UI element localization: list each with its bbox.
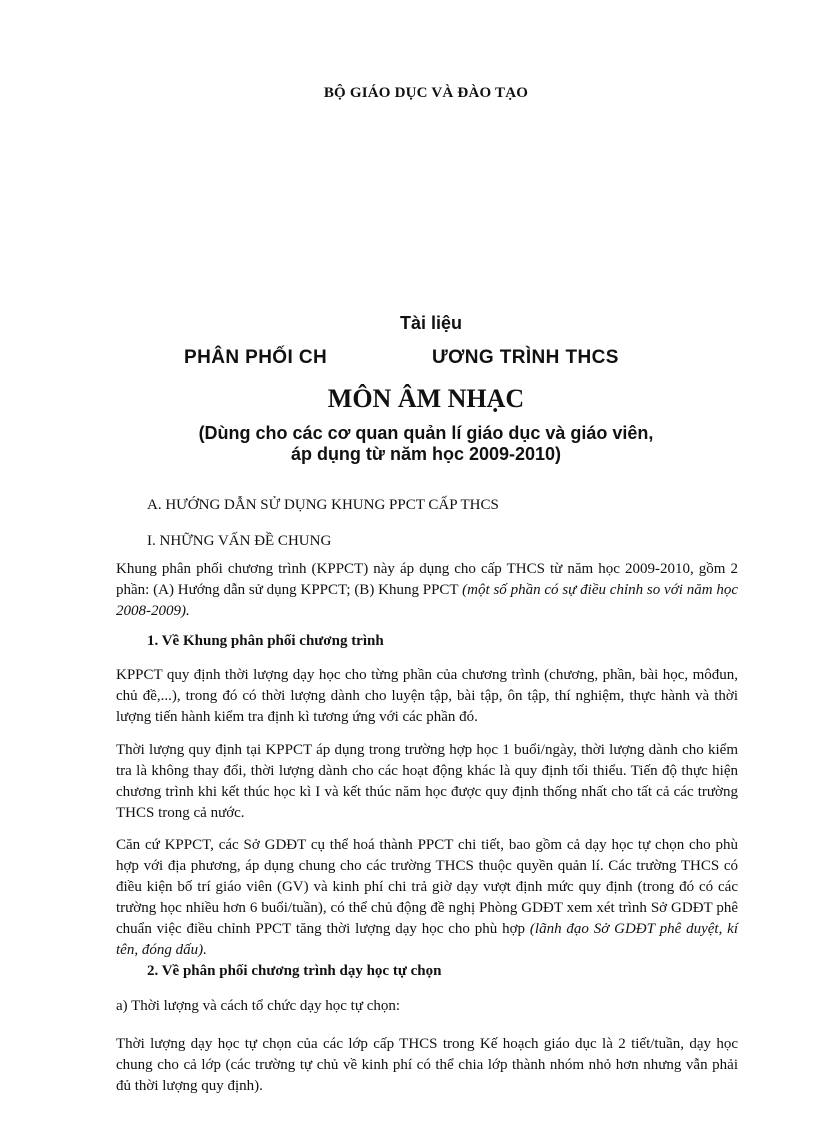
section-2-subheading-a: a) Thời lượng và cách tổ chức dạy học tự chọn:	[116, 998, 401, 1014]
document-label: Tài liệu	[399, 313, 462, 333]
subject-title: MÔN ÂM NHẠC	[327, 384, 525, 413]
usage-note	[0, 423, 816, 465]
section-i-intro-text: Khung phân phối chương trình (KPPCT) này áp dụng cho cấp THCS từ năm học 2009-2010, gồm 2 phần: (A) Hướng dẫn sử dụng KPPCT; (B) Khung PPCT	[116, 561, 738, 598]
section-1-paragraph-3	[116, 835, 738, 961]
usage-note-line1: (Dùng cho các cơ quan quản lí giáo dục và giáo viên,	[198, 423, 654, 443]
section-1-heading: 1. Về Khung phân phối chương trình	[147, 633, 384, 649]
section-1-paragraph-2: Thời lượng quy định tại KPPCT áp dụng trong trường hợp học 1 buổi/ngày, thời lượng dành cho kiểm tra là không thay đổi, thời lượng dành cho các hoạt động khác là quy định tối thiểu. Tiến độ thực hiện chương trình khi kết thúc học kì I và kết thúc năm học được quy định thống nhất cho tất cả các trường THCS trong cả nước.	[116, 742, 738, 821]
ministry-header: BỘ GIÁO DỤC VÀ ĐÀO TẠO	[323, 85, 529, 101]
program-title	[184, 347, 704, 369]
program-title-part1: PHÂN PHỐI CH	[184, 347, 328, 368]
section-2-paragraph-1: Thời lượng dạy học tự chọn của các lớp cấp THCS trong Kế hoạch giáo dục là 2 tiết/tuần, dạy học chung cho cả lớp (các trường tự chủ về kinh phí có thể chia lớp thành nhóm nhỏ hơn nhưng vẫn phải đủ thời lượng quy định).	[116, 1036, 738, 1094]
program-title-part2: ƯƠNG TRÌNH THCS	[432, 347, 619, 368]
section-1-paragraph-1: KPPCT quy định thời lượng dạy học cho từng phần của chương trình (chương, phần, bài học, môđun, chủ đề,...), trong đó có thời lượng dành cho luyện tập, bài tập, ôn tập, thí nghiệm, thực hành và thời lượng tiến hành kiểm tra định kì tương ứng với các phần đó.	[116, 667, 738, 725]
section-i-heading: I. NHỮNG VẤN ĐỀ CHUNG	[147, 533, 332, 549]
section-1-paragraph-3-italic: (lãnh đạo Sở GDĐT phê duyệt, kí tên, đóng dấu).	[116, 921, 739, 958]
section-2-heading: 2. Về phân phối chương trình dạy học tự chọn	[147, 963, 442, 979]
section-a-heading: A. HƯỚNG DẪN SỬ DỤNG KHUNG PPCT CẤP THCS	[147, 497, 499, 513]
section-i-intro	[116, 559, 738, 622]
usage-note-line2: áp dụng từ năm học 2009-2010)	[290, 444, 562, 464]
section-1-paragraph-3-text: Căn cứ KPPCT, các Sở GDĐT cụ thể hoá thành PPCT chi tiết, bao gồm cả dạy học tự chọn cho phù hợp với địa phương, áp dụng chung cho các trường THCS thuộc quyền quản lí. Các trường THCS có điều kiện bố trí giáo viên (GV) và kinh phí chi trả giờ dạy vượt định mức quy định (trong đó có các trường học nhiều hơn 6 buổi/tuần), có thể chủ động đề nghị Phòng GDĐT xem xét trình Sở GDĐT phê chuẩn việc điều chỉnh PPCT tăng thời lượng dạy học cho phù hợp	[116, 837, 738, 937]
section-i-intro-italic: (một số phần có sự điều chỉnh so với năm học 2008-2009).	[116, 582, 738, 619]
